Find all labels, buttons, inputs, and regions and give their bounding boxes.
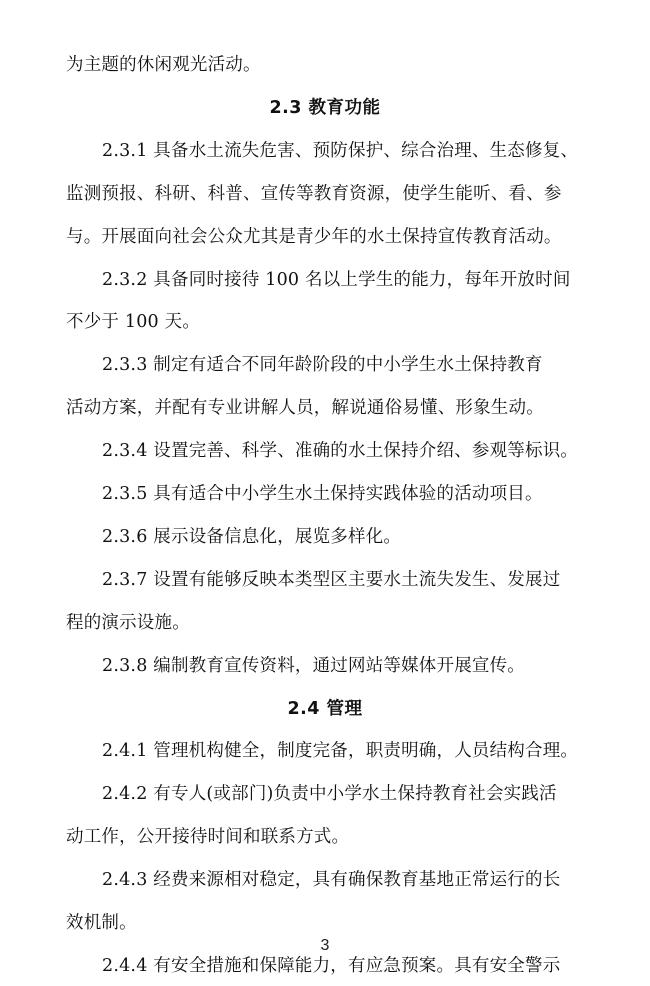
paragraph-line: 2.3.6 展示设备信息化，展览多样化。: [102, 527, 402, 547]
paragraph-line: 2.4.1 管理机构健全，制度完备，职责明确，人员结构合理。: [102, 741, 579, 761]
paragraph-line: 2.3.7 设置有能够反映本类型区主要水土流失发生、发展过: [102, 570, 561, 590]
paragraph-line: 活动方案，并配有专业讲解人员，解说通俗易懂、形象生动。: [66, 398, 544, 418]
section-heading: 2.4 管理: [287, 699, 363, 719]
section-heading: 2.3 教育功能: [269, 98, 381, 118]
paragraph-line: 2.3.3 制定有适合不同年龄阶段的中小学生水土保持教育: [102, 355, 543, 375]
paragraph-line: 2.3.4 设置完善、科学、准确的水土保持介绍、参观等标识。: [102, 441, 579, 461]
paragraph-line: 2.3.5 具有适合中小学生水土保持实践体验的活动项目。: [102, 484, 543, 504]
paragraph-line: 与。开展面向社会公众尤其是青少年的水土保持宣传教育活动。: [66, 227, 562, 247]
paragraph-line: 2.3.1 具备水土流失危害、预防保护、综合治理、生态修复、: [102, 141, 579, 161]
paragraph-line: 2.3.8 编制教育宣传资料，通过网站等媒体开展宣传。: [102, 656, 525, 676]
paragraph-line: 不少于 100 天。: [66, 312, 201, 332]
paragraph-line: 2.4.2 有专人(或部门)负责中小学水土保持教育社会实践活: [102, 784, 557, 804]
paragraph-line: 程的演示设施。: [66, 613, 190, 633]
paragraph-line: 2.3.2 具备同时接待 100 名以上学生的能力，每年开放时间: [102, 270, 571, 290]
page-number: 3: [320, 937, 330, 954]
paragraph-line: 监测预报、科研、科普、宣传等教育资源，使学生能听、看、参: [66, 184, 562, 204]
paragraph-line: 2.4.4 有安全措施和保障能力，有应急预案。具有安全警示: [102, 956, 561, 976]
paragraph-line: 为主题的休闲观光活动。: [66, 55, 261, 75]
paragraph-line: 2.4.3 经费来源相对稳定，具有确保教育基地正常运行的长: [102, 870, 561, 890]
paragraph-line: 效机制。: [66, 913, 137, 933]
paragraph-line: 动工作，公开接待时间和联系方式。: [66, 827, 350, 847]
